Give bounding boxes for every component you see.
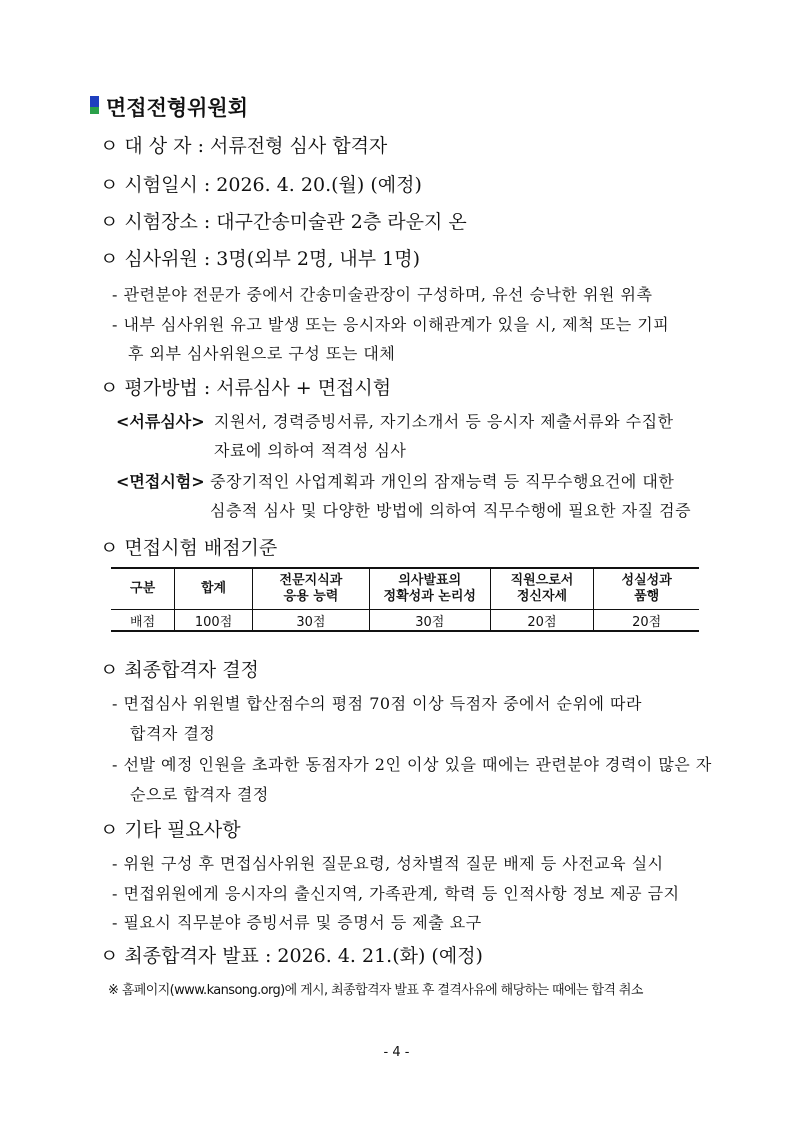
interview-line-1: 중장기적인 사업계획과 개인의 잠재능력 등 직무수행요건에 대한 <box>210 472 675 491</box>
doc-review-line-2: 자료에 의하여 적격성 심사 <box>214 441 407 460</box>
interview-tag: <면접시험> <box>116 472 205 491</box>
judges-detail-2b: 후 외부 심사위원으로 구성 또는 대체 <box>128 344 396 363</box>
cell-knowledge: 30점 <box>252 610 369 632</box>
header-category: 구분 <box>111 568 175 610</box>
item-method: ㅇ 평가방법 : 서류심사 + 면접시험 <box>100 377 392 399</box>
cell-sincerity: 20점 <box>594 610 699 632</box>
etc-detail-2: - 면접위원에게 응시자의 출신지역, 가족관계, 학력 등 인적사항 정보 제공 금지 <box>112 884 680 903</box>
header-knowledge: 전문지식과 응용 능력 <box>252 568 369 610</box>
page-number: - 4 - <box>383 1045 410 1060</box>
final-detail-1a: - 면접심사 위원별 합산점수의 평점 70점 이상 득점자 중에서 순위에 따라 <box>112 694 642 713</box>
title-square-icon <box>90 96 99 114</box>
table-row <box>111 610 699 632</box>
interview-line-2: 심층적 심사 및 다양한 방법에 의하여 직무수행에 필요한 자질 검증 <box>210 501 692 520</box>
item-target: ㅇ 대 상 자 : 서류전형 심사 합격자 <box>100 135 388 157</box>
doc-review-line-1: 지원서, 경력증빙서류, 자기소개서 등 응시자 제출서류와 수집한 <box>214 412 674 431</box>
item-final: ㅇ 최종합격자 결정 <box>100 659 259 681</box>
final-detail-2b: 순으로 합격자 결정 <box>130 785 269 804</box>
judges-detail-1: - 관련분야 전문가 중에서 간송미술관장이 구성하며, 유선 승낙한 위원 위촉 <box>112 285 653 304</box>
item-announce: ㅇ 최종합격자 발표 : 2026. 4. 21.(화) (예정) <box>100 945 483 967</box>
score-table <box>111 567 699 632</box>
cell-presentation: 30점 <box>369 610 490 632</box>
cell-total: 100점 <box>175 610 253 632</box>
section-title: 면접전형위원회 <box>106 96 249 120</box>
cell-attitude: 20점 <box>490 610 594 632</box>
final-detail-1b: 합격자 결정 <box>130 724 216 743</box>
header-presentation: 의사발표의 정확성과 논리성 <box>369 568 490 610</box>
etc-detail-3: - 필요시 직무분야 증빙서류 및 증명서 등 제출 요구 <box>112 913 482 932</box>
header-attitude: 직원으로서 정신자세 <box>490 568 594 610</box>
item-criteria: ㅇ 면접시험 배점기준 <box>100 537 278 559</box>
item-judges: ㅇ 심사위원 : 3명(외부 2명, 내부 1명) <box>100 248 421 270</box>
final-detail-2a: - 선발 예정 인원을 초과한 동점자가 2인 이상 있을 때에는 관련분야 경력이 많은 자 <box>112 755 712 774</box>
item-date: ㅇ 시험일시 : 2026. 4. 20.(월) (예정) <box>100 174 422 196</box>
item-etc: ㅇ 기타 필요사항 <box>100 819 241 841</box>
item-place: ㅇ 시험장소 : 대구간송미술관 2층 라운지 온 <box>100 211 467 233</box>
etc-detail-1: - 위원 구성 후 면접심사위원 질문요령, 성차별적 질문 배제 등 사전교육 실시 <box>112 854 664 873</box>
doc-review-tag: <서류심사> <box>116 412 205 431</box>
judges-detail-2a: - 내부 심사위원 유고 발생 또는 응시자와 이해관계가 있을 시, 제척 또는 기피 <box>112 315 670 334</box>
header-total: 합계 <box>175 568 253 610</box>
footnote: ※ 홈페이지(www.kansong.org)에 게시, 최종합격자 발표 후 결격사유에 해당하는 때에는 합격 취소 <box>108 983 643 998</box>
cell-category: 배점 <box>111 610 175 632</box>
header-sincerity: 성실성과 품행 <box>594 568 699 610</box>
score-table-header <box>111 568 699 610</box>
